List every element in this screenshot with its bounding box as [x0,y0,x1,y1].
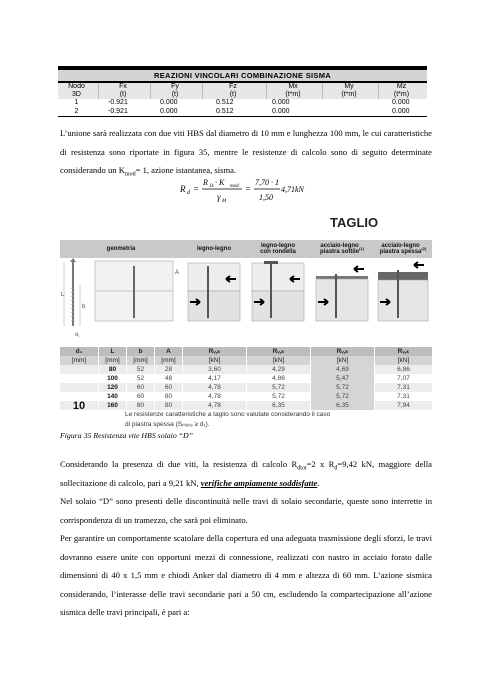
eq-num: R [203,178,208,187]
header-cell: Rᵥ,ₖ [246,347,310,356]
cell: 80 [98,365,126,374]
eq-den2: 1,50 [259,193,273,202]
cell: 0.512 [216,99,234,106]
svg-text:=: = [193,184,200,194]
cell: 4,69 [310,365,374,374]
header-unit: (t*m) [266,91,322,99]
header-cell: Nodo [58,83,98,91]
cell: 5,72 [310,392,374,401]
table-row [60,374,432,383]
col-head-label: legno-legno [197,245,231,252]
cell: 80 [126,401,154,410]
unit-cell: [mm] [71,357,87,364]
cell: 4,29 [246,365,310,374]
header-cell: b [126,347,154,356]
connection-drawings [60,258,432,340]
dim-b: b [82,304,86,310]
cell: 3,60 [182,365,246,374]
cell: 7,31 [374,383,432,392]
cell: 28 [154,365,182,374]
subscript: mod [124,171,136,178]
table-body [60,365,432,410]
table-bottom-rule [58,116,427,117]
col-head-label: acciaio-legno piastra sottile [320,242,360,255]
eq-den-sub: M [222,199,227,204]
wood-wood-drawing [188,263,240,321]
cell: 5,72 [246,392,310,401]
figure-note-line: Le resistenze caratteristiche a taglio sono valutate considerando il caso [125,411,331,418]
design-resistance-equation [180,175,320,205]
cell: 0.000 [392,107,410,115]
unit-cell: [kN] [374,356,432,365]
col-head-mark: (2) [421,245,427,251]
verification-result: verifiche ampiamente soddisfatte [200,477,318,488]
figure-title: TAGLIO [330,215,379,230]
col-head-legno-legno [182,240,246,258]
unit-cell: [mm] [154,356,182,365]
table-row [58,108,427,117]
subscript: dtot [297,465,307,472]
unit-cell: [kN] [246,356,310,365]
cell: 60 [126,392,154,401]
cell: 6,86 [374,365,432,374]
dim-d1: d₁ [75,332,80,338]
cell: 5,72 [310,383,374,392]
paragraph-text: Considerando la presenza di due viti, la resistenza di calcolo R [60,459,298,469]
header-cell: Fz [202,83,266,91]
header-cell: A [154,347,182,356]
cell: 4,78 [182,383,246,392]
col-head-label: geometria [106,245,136,252]
steel-wood-thin-plate-drawing [316,266,368,321]
header-cell: Fx [98,83,150,91]
cell: 0.000 [160,99,178,106]
dim-A: A [175,270,180,276]
reactions-table-header [58,83,427,91]
cell: 7,07 [374,374,432,383]
cell [322,99,378,108]
cell [60,374,98,383]
paragraph-text: L’unione sarà realizzata con due viti HBS dal diametro di 10 mm e lunghezza 100 mm, le cui caratteristiche di resistenza sono riportate in figura 35, mentre le resistenze di calcolo sono di seguito determinate considerando un K [60,128,432,175]
unit-cell: [mm] [126,356,154,365]
header-unit: (t*m) [378,91,427,99]
col-head-piastra-spessa [374,240,432,258]
table-row [60,383,432,392]
cell: 2 [74,107,79,115]
eq-num-sub2: mod. [230,184,240,189]
cell: 0.512 [216,107,234,115]
col-head-piastra-sottile [310,240,374,258]
eq-num-mid: · K [215,178,225,187]
header-unit: 3D [58,91,98,99]
cell: 4,17 [182,374,246,383]
figure-note [125,410,425,430]
cell: 60 [126,383,154,392]
header-unit: (t) [150,91,202,99]
table-row [60,365,432,374]
cell: 4,78 [182,401,246,410]
d1-value: 10 [72,399,86,412]
cell: 100 [98,374,126,383]
steel-wood-thick-plate-drawing [378,262,428,321]
cell: 4,86 [246,374,310,383]
header-cell: Rᵥ,ₖ [182,347,246,356]
header-unit: (t*m) [322,91,378,99]
cell: 52 [126,365,154,374]
header-cell: Fy [150,83,202,91]
cell: 0.000 [160,107,178,115]
cell: 160 [98,401,126,410]
reactions-table-units [58,91,427,99]
cell: 7,31 [374,392,432,401]
cell: 5,72 [246,383,310,392]
col-head-rondella [246,240,310,258]
figure-note-line: di piastra spessa (Sₚₗₐₜₑ ≥ d₁). [125,421,210,428]
header-cell: Mz [378,83,427,91]
reactions-table-title: REAZIONI VINCOLARI COMBINAZIONE SISMA [58,70,427,81]
table-header-row [60,347,432,356]
header-cell: Mx [266,83,322,91]
eq-num2: 7,70 · 1 [255,178,279,187]
header-cell: d₁ [75,348,83,355]
header-cell: L [98,347,126,356]
unit-cell: [kN] [182,356,246,365]
header-cell: Rᵥ,ₖ [310,347,374,356]
reactions-table [58,66,427,117]
table-row [58,99,427,108]
col-head-geometria [60,240,182,258]
cell: 48 [154,374,182,383]
cell: 120 [98,383,126,392]
col-head-mark: (1) [359,245,364,251]
cell: -0.921 [108,99,128,106]
dim-L: L [61,292,65,298]
paragraph-text: =9,42 kN, maggiore della sollecitazione di calcolo, pari a 9,21 kN, [60,459,432,488]
paragraph-discontinuity: Nel solaio “D” sono presenti delle discontinuità nelle travi di solaio secondarie, queste sono interrette in corrispondenza di un tramezzo, che sarà poi eliminato. [60,496,432,525]
cell: 6,35 [310,401,374,410]
col-head-label: acciaio-legno piastra spessa [379,242,422,255]
cell: 80 [154,392,182,401]
unit-cell: [kN] [310,356,374,365]
figure-caption: Figura 35 Resistenza vite HBS solaio “D” [60,431,193,440]
cell: 5,47 [310,374,374,383]
header-unit: (t) [202,91,266,99]
cell: 1 [74,99,79,106]
eq-lhs-sub: d [187,190,190,196]
cell: 52 [126,374,154,383]
cell: 4,78 [182,392,246,401]
cell: -0.921 [108,107,128,115]
eq-lhs: R [180,184,186,194]
cell: 6,35 [246,401,310,410]
screw-geometry-drawing [61,258,179,338]
paragraph-text: . [317,477,320,488]
table-unit-row [60,356,432,365]
header-cell: Rᵥ,ₖ [374,347,432,356]
header-unit: (t) [98,91,150,99]
cell [60,365,98,374]
header-cell: My [322,83,378,91]
svg-text:=: = [245,184,252,194]
cell: 140 [98,392,126,401]
subscript: d [334,465,338,472]
paragraph-text: = 1, azione istantanea, sisma. [135,165,237,175]
eq-den: γ [217,192,221,202]
eq-result: 4,71kN [281,185,304,194]
wood-wood-washer-drawing [252,261,304,321]
unit-cell: [mm] [98,356,126,365]
eq-num-sub1: 1k [209,184,214,189]
paragraph-connection: Per garantire un comportamente scatolare della copertura ed una adeguata trasmissione degli sforzi, le travi dovranno essere unite con opportuni mezzi di connessione, realizzati con nastro in acciaio forato dalle dimensioni di 40 x 1,5 mm e chiodi Anker dal diametro di 4 mm e altezza di 60 mm. L’azione sismica considerando, l’interasse delle travi secondarie pari a 50 cm, escludendo la compartecipazione all’azione sismica delle travi principali, è pari a: [60,533,432,617]
cell: 7,94 [374,401,432,410]
hbs-resistance-table [60,347,432,410]
table-row [60,401,432,410]
cell: 0.000 [392,99,410,106]
cell: 0.000 [272,107,290,115]
cell: 60 [154,383,182,392]
paragraph-text: =2 x R [306,459,335,469]
table-row [60,392,432,401]
cell [322,108,378,117]
col-head-label: legno-legno con rondella [260,242,296,255]
paragraph-screws [60,124,432,180]
paragraph-verification [60,455,432,492]
cell: 0.000 [272,99,290,106]
cell: 80 [154,401,182,410]
